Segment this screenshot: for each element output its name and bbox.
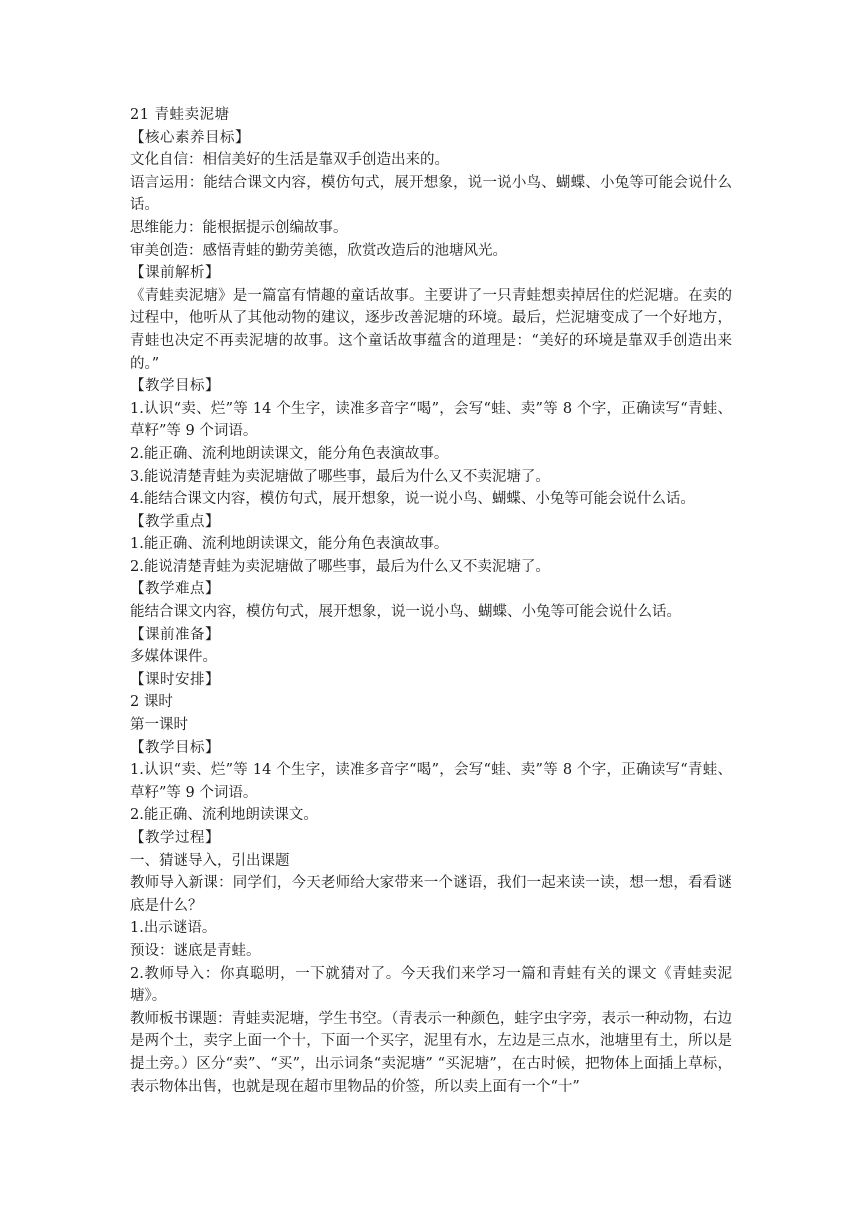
analysis-paragraph: 《青蛙卖泥塘》是一篇富有情趣的童话故事。主要讲了一只青蛙想卖掉居住的烂泥塘。在卖的过程中，他听从了其他动物的建议，逐步改善泥塘的环境。最后，烂泥塘变成了一个好地方，青蛙也决定不再卖泥塘的故事。这个童话故事蕴含的道理是：“美好的环境是靠双手创造出来的。” xyxy=(130,287,732,372)
first-lesson-heading: 第一课时 xyxy=(130,717,188,734)
schedule-text: 2 课时 xyxy=(130,694,173,711)
teaching-goal-item-2: 2.能正确、流利地朗读课文。 xyxy=(130,807,318,824)
process-paragraph: 教师板书课题：青蛙卖泥塘，学生书空。（青表示一种颜色，蛙字虫字旁，表示一种动物，右边是两个土，卖字上面一个十，下面一个买字，泥里有水，左边是三点水，池塘里有土，所以是提土旁。）区分“卖”、“买”，出示词条“卖泥塘” “买泥塘”，在古时候，把物体上面插上草标，表示物体出售，也就是现在超市里物品的价签，所以卖上面有一个“十” xyxy=(130,1010,732,1095)
section-heading-core-goals: 【核心素养目标】 xyxy=(130,129,250,146)
teaching-goal-item-2: 1.认识“卖、烂”等 14 个生字，读准多音字“喝”，会写“蛙、卖”等 8 个字，正确读写“青蛙、草籽”等 9 个词语。 xyxy=(130,762,732,801)
section-heading-key-points: 【教学重点】 xyxy=(130,513,220,530)
section-heading-difficulties: 【教学难点】 xyxy=(130,581,220,598)
lesson-title: 21 青蛙卖泥塘 xyxy=(130,107,230,123)
goal-language-use: 语言运用：能结合课文内容，模仿句式，展开想象，说一说小鸟、蝴蝶、小兔等可能会说什么话。 xyxy=(130,174,732,214)
section-heading-preparation: 【课前准备】 xyxy=(130,626,220,643)
section-heading-schedule: 【课时安排】 xyxy=(130,671,220,688)
section-heading-teaching-goals-2: 【教学目标】 xyxy=(130,739,220,756)
key-point-item: 2.能说清楚青蛙为卖泥塘做了哪些事，最后为什么又不卖泥塘了。 xyxy=(130,558,550,575)
goal-cultural-confidence: 文化自信：相信美好的生活是靠双手创造出来的。 xyxy=(130,152,449,169)
process-paragraph: 预设：谜底是青蛙。 xyxy=(130,942,261,959)
process-paragraph: 教师导入新课：同学们，今天老师给大家带来一个谜语，我们一起来读一读，想一想，看看谜底是什么？ xyxy=(130,875,732,914)
process-paragraph: 2.教师导入：你真聪明，一下就猜对了。今天我们来学习一篇和青蛙有关的课文《青蛙卖泥塘》。 xyxy=(130,965,732,1005)
preparation-text: 多媒体课件。 xyxy=(130,649,217,666)
goal-thinking: 思维能力：能根据提示创编故事。 xyxy=(130,219,348,236)
key-point-item: 1.能正确、流利地朗读课文，能分角色表演故事。 xyxy=(130,536,449,553)
section-heading-teaching-goals: 【教学目标】 xyxy=(130,378,220,395)
difficulty-text: 能结合课文内容，模仿句式，展开想象，说一说小鸟、蝴蝶、小兔等可能会说什么话。 xyxy=(130,604,681,621)
teaching-goal-item: 1.认识“卖、烂”等 14 个生字，读准多音字“喝”，会写“蛙、卖”等 8 个字，正确读写“青蛙、草籽”等 9 个词语。 xyxy=(130,400,732,440)
teaching-goal-item: 4.能结合课文内容，模仿句式，展开想象，说一说小鸟、蝴蝶、小兔等可能会说什么话。 xyxy=(130,491,695,508)
section-heading-process: 【教学过程】 xyxy=(130,830,220,846)
section-heading-analysis: 【课前解析】 xyxy=(130,265,220,282)
process-paragraph: 1.出示谜语。 xyxy=(130,920,217,937)
teaching-goal-item: 2.能正确、流利地朗读课文，能分角色表演故事。 xyxy=(130,445,449,462)
teaching-goal-item: 3.能说清楚青蛙为卖泥塘做了哪些事，最后为什么又不卖泥塘了。 xyxy=(130,468,550,485)
goal-aesthetics: 审美创造：感悟青蛙的勤劳美德，欣赏改造后的池塘风光。 xyxy=(130,242,507,259)
process-step-heading: 一、猜谜导入，引出课题 xyxy=(130,852,290,869)
document-page xyxy=(130,104,732,1098)
